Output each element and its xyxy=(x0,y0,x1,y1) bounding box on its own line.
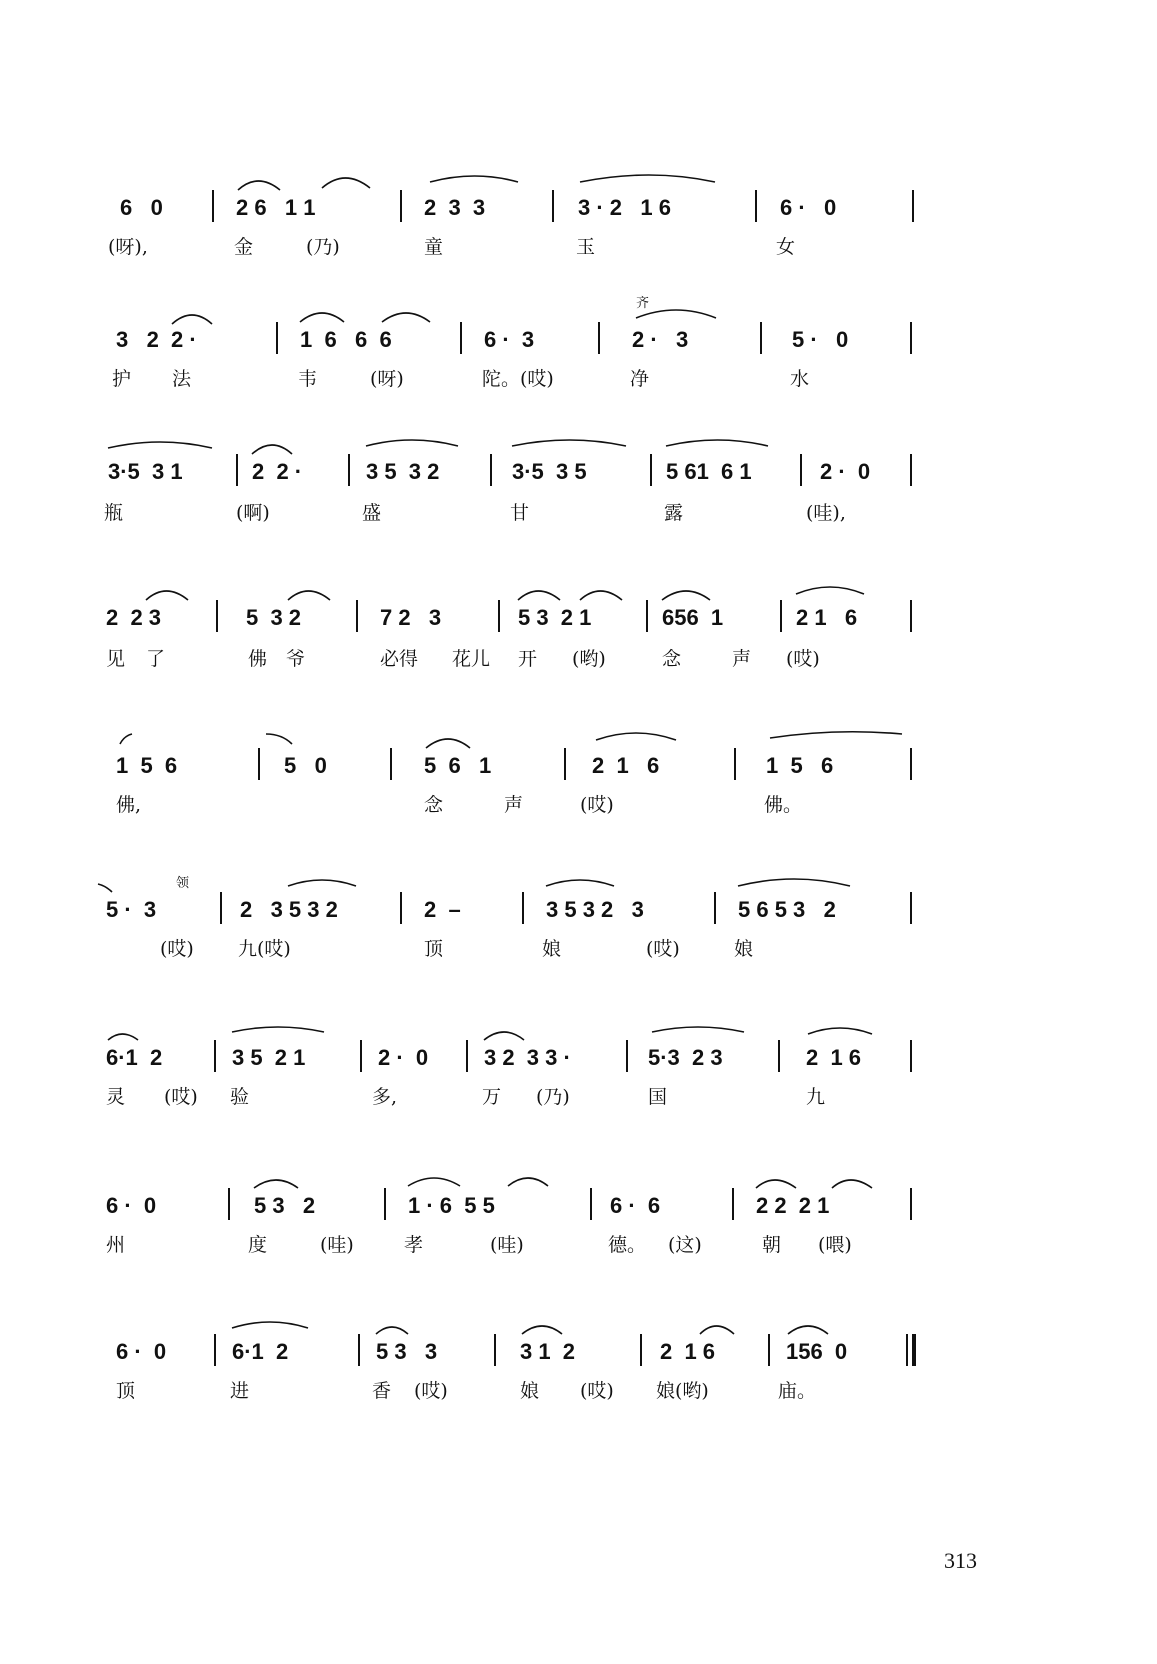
lyric: (呀), xyxy=(108,236,148,258)
bar-line xyxy=(732,1188,734,1220)
lyric: 玉 xyxy=(576,236,596,258)
lyric: 声 xyxy=(732,648,752,670)
notes-measure: 2 2 3 xyxy=(106,605,162,630)
bar-line xyxy=(552,190,554,222)
music-system-3 xyxy=(0,424,1157,574)
bar-line xyxy=(640,1334,642,1366)
bar-line xyxy=(400,892,402,924)
bar-line xyxy=(626,1040,628,1072)
bar-line xyxy=(390,748,392,780)
lyric: 国 xyxy=(648,1086,668,1108)
bar-line xyxy=(910,892,912,924)
lyric: 法 xyxy=(172,368,192,390)
notes-measure: 1 5 6 xyxy=(766,753,834,778)
notes-measure: 3 5 3 2 3 xyxy=(546,897,644,922)
music-system-8 xyxy=(0,1160,1157,1310)
lyric: 佛。 xyxy=(764,794,803,816)
lyric: (哎) xyxy=(164,1086,198,1108)
lyric: (哎) xyxy=(160,938,194,960)
page-number: 313 xyxy=(944,1548,977,1573)
bar-line xyxy=(910,1188,912,1220)
notes-measure: 2 3 3 xyxy=(424,195,486,220)
notes-measure: 5·3 2 3 xyxy=(648,1045,723,1070)
notes-measure: 3 2 2 · xyxy=(116,327,197,352)
slur-marks xyxy=(0,570,1157,720)
notes-measure: 5 0 xyxy=(284,753,327,778)
music-system-6 xyxy=(0,864,1157,1014)
slur-marks xyxy=(0,290,1157,440)
lyric: (乃) xyxy=(306,236,340,258)
bar-line xyxy=(910,322,912,354)
lyric: 念 xyxy=(662,648,682,670)
notes-measure: 2 1 6 xyxy=(660,1339,716,1364)
lyric: 护 xyxy=(112,368,132,390)
notes-measure: 1 · 6 5 5 xyxy=(408,1193,495,1218)
lyric: 娘 xyxy=(734,938,754,960)
lyric: 多, xyxy=(372,1086,398,1108)
music-system-2 xyxy=(0,290,1157,440)
bar-line xyxy=(755,190,757,222)
bar-line xyxy=(356,600,358,632)
bar-line xyxy=(590,1188,592,1220)
lyric: 爷 xyxy=(286,648,306,670)
lyric: 露 xyxy=(664,502,684,524)
lyric: (呀) xyxy=(370,368,404,390)
notes-measure: 2 3 5 3 2 xyxy=(240,897,338,922)
notes-measure: 3 · 2 1 6 xyxy=(578,195,671,220)
notes-measure: 3 2 3 3 · xyxy=(484,1045,571,1070)
bar-line xyxy=(494,1334,496,1366)
lyric: 必得 xyxy=(380,648,419,670)
bar-line xyxy=(650,454,652,486)
notes-measure: 2 2 2 1 xyxy=(756,1193,830,1218)
slur-marks xyxy=(0,424,1157,574)
bar-line xyxy=(522,892,524,924)
notes-measure: 3·5 3 1 xyxy=(108,459,183,484)
bar-line xyxy=(498,600,500,632)
lyric: 验 xyxy=(230,1086,250,1108)
lyric: 了 xyxy=(146,648,166,670)
notes-measure: 2 – xyxy=(424,897,461,922)
lyric: 甘 xyxy=(510,502,530,524)
lyric: 进 xyxy=(230,1380,250,1402)
bar-line xyxy=(220,892,222,924)
lyric: 灵 xyxy=(106,1086,126,1108)
notes-measure: 3·5 3 5 xyxy=(512,459,587,484)
notes-measure: 5 3 2 xyxy=(246,605,302,630)
bar-line xyxy=(236,454,238,486)
lyric: (哇), xyxy=(806,502,846,524)
lyric: 度 xyxy=(248,1234,268,1256)
notes-measure: 5 3 2 1 xyxy=(518,605,592,630)
notes-measure: 3 1 2 xyxy=(520,1339,576,1364)
notes-measure: 6 · 0 xyxy=(106,1193,157,1218)
lyric: 开 xyxy=(518,648,538,670)
slur-marks xyxy=(0,1160,1157,1310)
bar-line xyxy=(910,1040,912,1072)
notes-measure: 2 · 0 xyxy=(820,459,871,484)
lyric: 庙。 xyxy=(778,1380,817,1402)
notes-measure: 6 · 0 xyxy=(780,195,837,220)
bar-line xyxy=(910,454,912,486)
lyric: 娘 xyxy=(520,1380,540,1402)
bar-line xyxy=(910,748,912,780)
bar-line xyxy=(400,190,402,222)
bar-line xyxy=(778,1040,780,1072)
lyric: (哎) xyxy=(414,1380,448,1402)
notes-measure: 5 3 3 xyxy=(376,1339,438,1364)
notes-measure: 1 6 6 6 xyxy=(300,327,392,352)
lyric: 声 xyxy=(504,794,524,816)
notes-measure: 2 1 6 xyxy=(796,605,858,630)
notes-measure: 156 0 xyxy=(786,1339,848,1364)
bar-line xyxy=(564,748,566,780)
bar-line xyxy=(216,600,218,632)
bar-line xyxy=(598,322,600,354)
lyric: 顶 xyxy=(116,1380,136,1402)
notes-measure: 656 1 xyxy=(662,605,724,630)
bar-line xyxy=(348,454,350,486)
lyric: (喂) xyxy=(818,1234,852,1256)
notes-measure: 5 61 6 1 xyxy=(666,459,752,484)
bar-line xyxy=(768,1334,770,1366)
music-system-1 xyxy=(0,160,1157,310)
lyric: 金 xyxy=(234,236,254,258)
slur-marks xyxy=(0,1306,1157,1456)
lyric: 净 xyxy=(630,368,650,390)
notes-measure: 6 · 6 xyxy=(610,1193,661,1218)
bar-line xyxy=(780,600,782,632)
notes-measure: 1 5 6 xyxy=(116,753,178,778)
bar-line xyxy=(734,748,736,780)
lyric: 童 xyxy=(424,236,444,258)
lyric: (哟) xyxy=(572,648,606,670)
notes-measure: 6 · 0 xyxy=(116,1339,167,1364)
lyric: 九 xyxy=(806,1086,826,1108)
music-system-9 xyxy=(0,1306,1157,1456)
slur-marks xyxy=(0,160,1157,310)
lyric: 念 xyxy=(424,794,444,816)
lyric: 九(哎) xyxy=(238,938,291,960)
bar-line xyxy=(912,190,914,222)
notes-measure: 6 · 3 xyxy=(484,327,535,352)
bar-line xyxy=(360,1040,362,1072)
lyric: 佛, xyxy=(116,794,142,816)
bar-line xyxy=(460,322,462,354)
notes-measure: 2 1 6 xyxy=(806,1045,862,1070)
notes-measure: 5 · 0 xyxy=(792,327,849,352)
notes-measure: 5 3 2 xyxy=(254,1193,316,1218)
lyric: 孝 xyxy=(404,1234,424,1256)
bar-line xyxy=(384,1188,386,1220)
notes-measure: 2 1 6 xyxy=(592,753,660,778)
lyric: 娘(哟) xyxy=(656,1380,709,1402)
lyric: 陀。(哎) xyxy=(482,368,554,390)
bar-line xyxy=(214,1040,216,1072)
lyric: 见 xyxy=(106,648,126,670)
notes-measure: 3 5 3 2 xyxy=(366,459,440,484)
notes-measure: 2 · 3 xyxy=(632,327,689,352)
lyric: (这) xyxy=(668,1234,702,1256)
lyric: (啊) xyxy=(236,502,270,524)
bar-line xyxy=(714,892,716,924)
notes-measure: 2 2 · xyxy=(252,459,303,484)
notes-measure: 2 · 0 xyxy=(378,1045,429,1070)
bar-line xyxy=(258,748,260,780)
bar-line xyxy=(760,322,762,354)
lyric: 州 xyxy=(106,1234,126,1256)
bar-line xyxy=(466,1040,468,1072)
music-system-4 xyxy=(0,570,1157,720)
music-system-5 xyxy=(0,718,1157,868)
notes-measure: 7 2 3 xyxy=(380,605,442,630)
bar-line xyxy=(212,190,214,222)
notes-measure: 5 6 1 xyxy=(424,753,492,778)
notes-measure: 3 5 2 1 xyxy=(232,1045,306,1070)
lyric: 万 xyxy=(482,1086,502,1108)
slur-marks xyxy=(0,718,1157,868)
music-system-7 xyxy=(0,1012,1157,1162)
lyric: (哇) xyxy=(320,1234,354,1256)
lyric: (哎) xyxy=(786,648,820,670)
lyric: 韦 xyxy=(298,368,318,390)
final-bar-line xyxy=(912,1334,916,1366)
lyric: (哇) xyxy=(490,1234,524,1256)
lyric: 朝 xyxy=(762,1234,782,1256)
lyric: (哎) xyxy=(580,794,614,816)
lyric: 佛 xyxy=(248,648,268,670)
lyric: 顶 xyxy=(424,938,444,960)
bar-line xyxy=(800,454,802,486)
notes-measure: 6·1 2 xyxy=(106,1045,163,1070)
notes-measure: 6·1 2 xyxy=(232,1339,289,1364)
lyric: (乃) xyxy=(536,1086,570,1108)
lyric: (哎) xyxy=(580,1380,614,1402)
lyric: 娘 xyxy=(542,938,562,960)
bar-line xyxy=(214,1334,216,1366)
section-mark: 齐 xyxy=(636,296,650,311)
notes-measure: 5 6 5 3 2 xyxy=(738,897,836,922)
lyric: 香 xyxy=(372,1380,392,1402)
notes-measure: 2 6 1 1 xyxy=(236,195,316,220)
bar-line xyxy=(228,1188,230,1220)
notes-measure: 5 · 3 xyxy=(106,897,157,922)
lyric: 花儿 xyxy=(452,648,491,670)
bar-line xyxy=(490,454,492,486)
section-mark: 领 xyxy=(176,876,190,891)
bar-line xyxy=(276,322,278,354)
lyric: 德。 xyxy=(608,1234,647,1256)
bar-line xyxy=(358,1334,360,1366)
notes-measure: 6 0 xyxy=(120,195,163,220)
bar-line xyxy=(910,600,912,632)
bar-line xyxy=(906,1334,908,1366)
lyric: 水 xyxy=(790,368,810,390)
lyric: 女 xyxy=(776,236,796,258)
lyric: 瓶 xyxy=(104,502,124,524)
lyric: (哎) xyxy=(646,938,680,960)
lyric: 盛 xyxy=(362,502,382,524)
bar-line xyxy=(646,600,648,632)
